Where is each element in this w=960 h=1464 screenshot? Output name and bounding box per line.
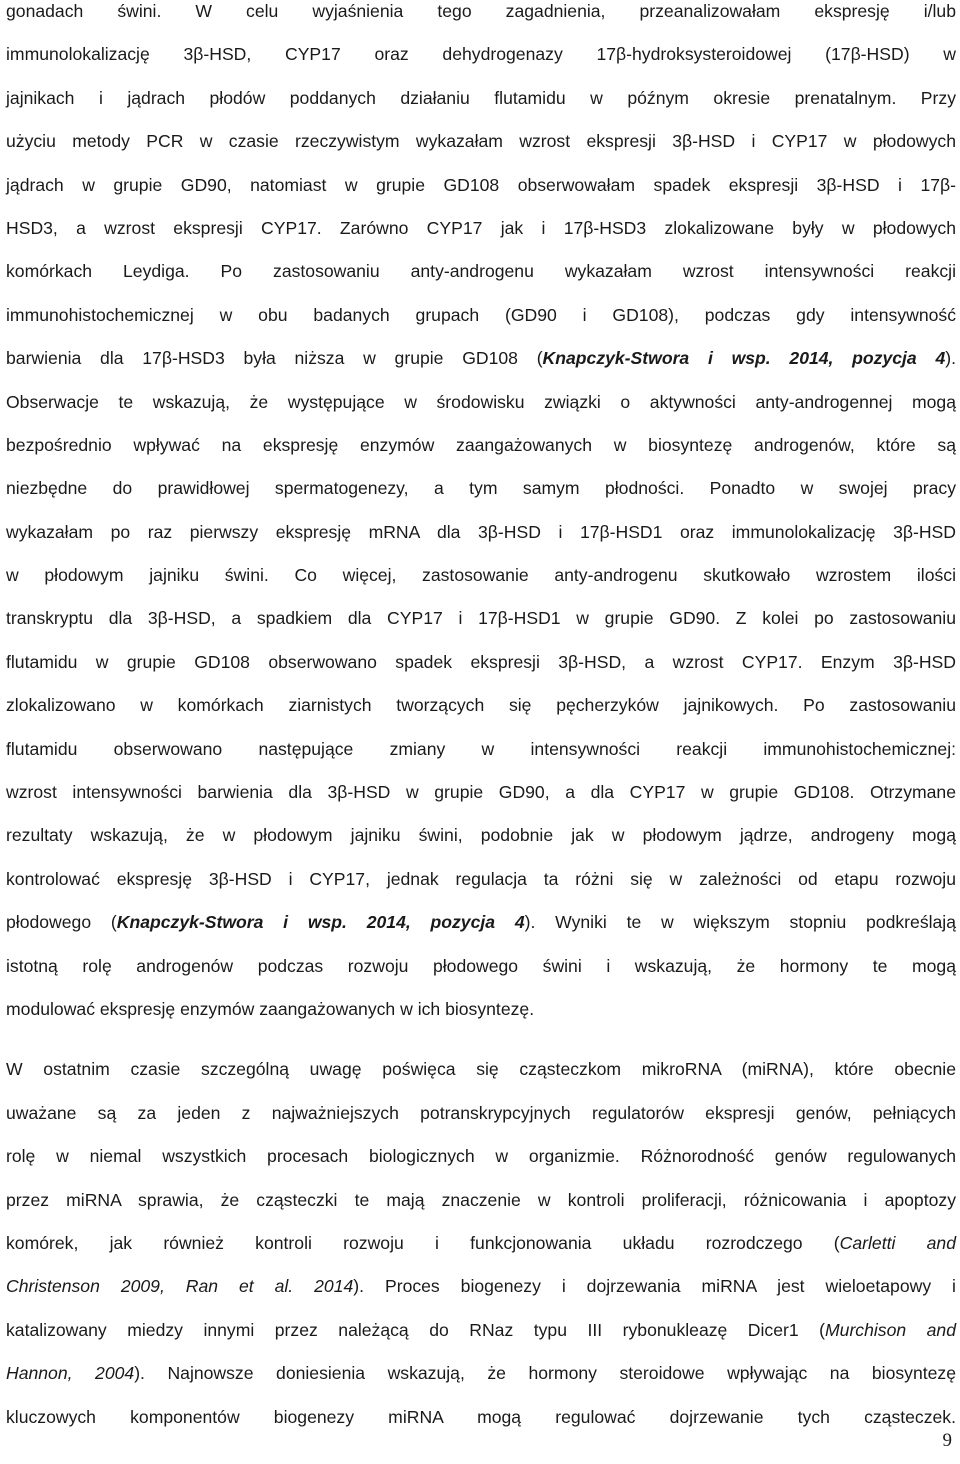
text-line: wzrost intensywności barwienia dla 3β-HSD w grupie GD90, a dla CYP17 w grupie GD108. Otrzymane — [6, 782, 956, 803]
citation: Carletti and — [839, 1232, 956, 1253]
page-number: 9 — [942, 1430, 952, 1451]
text-line: w płodowym jajniku świni. Co więcej, zastosowanie anty-androgenu skutkowało wzrostem ilości — [6, 565, 956, 586]
text-line: rezultaty wskazują, że w płodowym jajniku świni, podobnie jak w płodowym jądrze, androgeny mogą — [6, 825, 956, 846]
citation: Murchison and — [825, 1319, 957, 1340]
text-line: kluczowych komponentów biogenezy miRNA mogą regulować dojrzewanie tych cząsteczek. — [6, 1406, 956, 1427]
paragraph-gap — [6, 1040, 956, 1057]
text-segment: katalizowany miedzy innymi przez należącą do RNaz typu III rybonukleazę Dicer1 ( — [6, 1319, 825, 1340]
text-line-with-citation — [6, 1361, 956, 1404]
text-line: istotną rolę androgenów podczas rozwoju płodowego świni i wskazują, że hormony te mogą — [6, 955, 956, 976]
text-segment: barwienia dla 17β-HSD3 była niższa w grupie GD108 ( — [6, 348, 543, 369]
text-segment: ). — [945, 348, 956, 369]
text-line-with-citation — [6, 1231, 956, 1274]
text-line: kontrolować ekspresję 3β-HSD i CYP17, jednak regulacja ta różni się w zależności od etapu rozwoju — [6, 868, 956, 889]
text-line: W ostatnim czasie szczególną uwagę poświęca się cząsteczkom mikroRNA (miRNA), które obecnie — [6, 1059, 956, 1080]
text-line-with-citation — [6, 1318, 956, 1361]
text-line: zlokalizowano w komórkach ziarnistych tworzących się pęcherzyków jajnikowych. Po zastosowaniu — [6, 695, 956, 716]
text-line: uważane są za jeden z najważniejszych potranskrypcyjnych regulatorów ekspresji genów, pełniących — [6, 1102, 956, 1123]
text-line: modulować ekspresję enzymów zaangażowanych w ich biosyntezę. — [6, 998, 535, 1019]
text-line: gonadach świni. W celu wyjaśnienia tego zagadnienia, przeanalizowałam ekspresję i/lub — [6, 1, 956, 21]
citation: Knapczyk-Stwora i wsp. 2014, pozycja 4 — [542, 348, 946, 369]
text-line-with-citation — [6, 910, 956, 953]
text-segment: ). Proces biogenezy i dojrzewania miRNA jest wieloetapowy i — [353, 1276, 956, 1297]
text-line: immunolokalizację 3β-HSD, CYP17 oraz dehydrogenazy 17β-hydroksysteroidowej (17β-HSD) w — [6, 44, 956, 65]
text-line: Obserwacje te wskazują, że występujące w środowisku związki o aktywności anty-androgennej mogą — [6, 391, 956, 412]
text-line: jajnikach i jądrach płodów poddanych działaniu flutamidu w późnym okresie prenatalnym. Przy — [6, 87, 956, 108]
text-line-with-citation — [6, 346, 956, 389]
text-line: użyciu metody PCR w czasie rzeczywistym wykazałam wzrost ekspresji 3β-HSD i CYP17 w płodowych — [6, 131, 956, 152]
text-line: rolę w niemal wszystkich procesach biologicznych w organizmie. Różnorodność genów regulowanych — [6, 1146, 956, 1167]
citation: Knapczyk-Stwora i wsp. 2014, pozycja 4 — [116, 912, 525, 933]
text-line: komórkach Leydiga. Po zastosowaniu anty-androgenu wykazałam wzrost intensywności reakcji — [6, 261, 956, 282]
citation: Hannon, 2004 — [6, 1363, 135, 1384]
text-line: wykazałam po raz pierwszy ekspresję mRNA dla 3β-HSD i 17β-HSD1 oraz immunolokalizację 3β-HSD — [6, 521, 956, 542]
text-line: transkryptu dla 3β-HSD, a spadkiem dla CYP17 i 17β-HSD1 w grupie GD90. Z kolei po zastosowaniu — [6, 608, 956, 629]
text-segment: komórek, jak również kontroli rozwoju i funkcjonowania układu rozrodczego ( — [6, 1232, 840, 1253]
text-line: jądrach w grupie GD90, natomiast w grupie GD108 obserwowałam spadek ekspresji 3β-HSD i 17β- — [6, 174, 956, 195]
document-page — [6, 0, 956, 1448]
text-line: immunohistochemicznej w obu badanych grupach (GD90 i GD108), podczas gdy intensywność — [6, 304, 956, 325]
text-line: bezpośrednio wpływać na ekspresję enzymów zaangażowanych w biosyntezę androgenów, które są — [6, 434, 956, 455]
text-line: flutamidu obserwowano następujące zmiany w intensywności reakcji immunohistochemicznej: — [6, 738, 956, 759]
text-line: przez miRNA sprawia, że cząsteczki te mają znaczenie w kontroli proliferacji, różnicowania i apoptozy — [6, 1189, 956, 1210]
text-line-with-citation — [6, 1274, 956, 1317]
citation: Christenson 2009, Ran et al. 2014 — [6, 1276, 354, 1297]
text-segment: ). Wyniki te w większym stopniu podkreślają — [524, 912, 957, 933]
text-line: HSD3, a wzrost ekspresji CYP17. Zarówno CYP17 jak i 17β-HSD3 zlokalizowane były w płodowych — [6, 217, 956, 238]
text-line: flutamidu w grupie GD108 obserwowano spadek ekspresji 3β-HSD, a wzrost CYP17. Enzym 3β-HSD — [6, 651, 956, 672]
text-segment: ). Najnowsze doniesienia wskazują, że hormony steroidowe wpływając na biosyntezę — [134, 1363, 956, 1384]
text-line: niezbędne do prawidłowej spermatogenezy, a tym samym płodności. Ponadto w swojej pracy — [6, 478, 956, 499]
text-segment: płodowego ( — [6, 912, 117, 933]
